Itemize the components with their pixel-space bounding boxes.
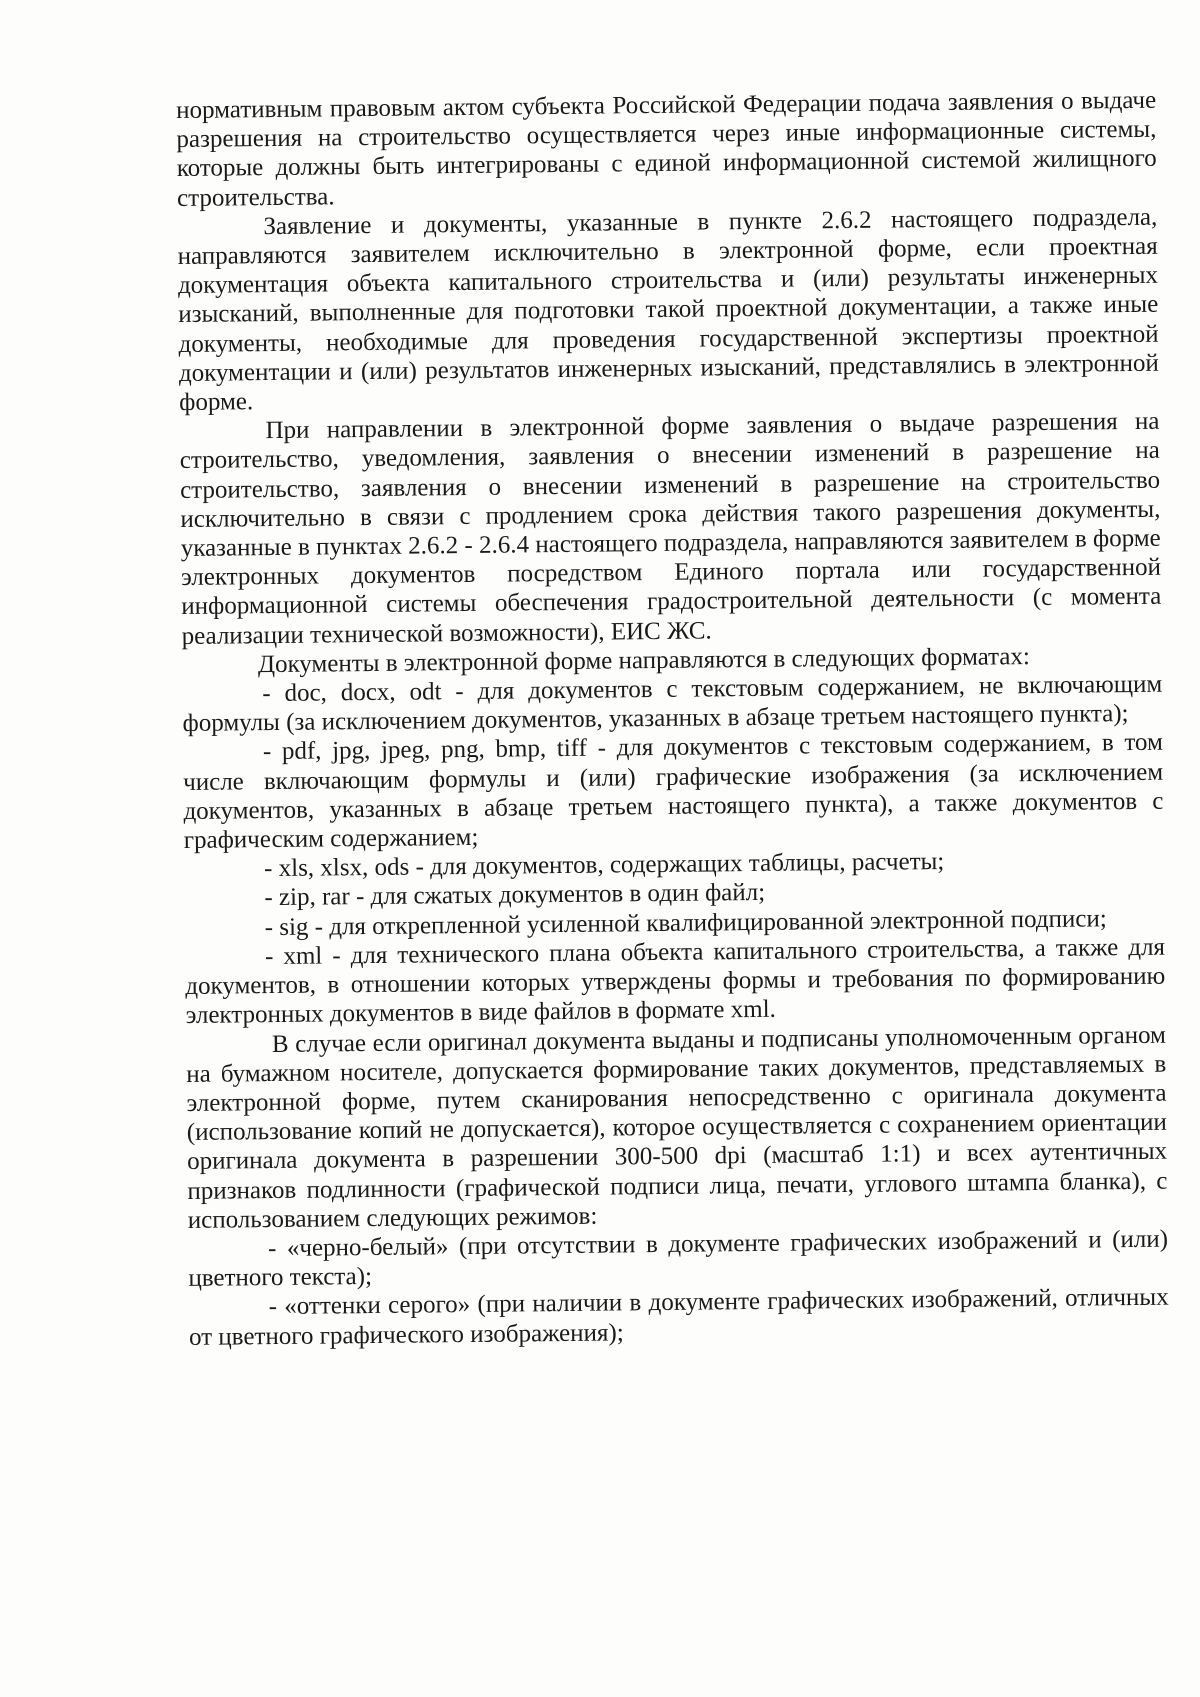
list-item-format-doc: - doc, docx, odt - для документов с текстовым содержанием, не включающим формулы (за исключением документов, указанных в абзаце третьем настоящего пункта); [182,670,1163,738]
list-item-mode-gray: - «оттенки серого» (при наличии в документе графических изображений, отличных от цветного графического изображения); [188,1284,1169,1351]
list-item-format-xls: - xls, xlsx, ods - для документов, содержащих таблицы, расчеты; [263,848,945,883]
list-item-format-pdf: - pdf, jpg, jpeg, png, bmp, tiff - для документов с текстовым содержанием, в том числе включающим формулы и (или) графические изображения (за исключением документов, указанных в абзаце третьем настоящего пункта), а также документов с графическим содержанием; [183,729,1164,855]
list-item-format-sig: - sig - для открепленной усиленной квалифицированной электронной подписи; [264,904,1107,941]
list-item-format-zip: - zip, rar - для сжатых документов в один файл; [264,879,766,912]
list-item-format-xml: - xml - для технического плана объекта капитального строительства, а также для документов, в отношении которых утверждены формы и требования по формированию электронных документов в виде файлов в формате xml. [185,933,1166,1030]
paragraph-continued: нормативным правовым актом субъекта Российской Федерации подача заявления о выдаче разрешения на строительство осуществляется через иные информационные системы, которые должны быть интегрированы с единой информационной системой жилищного строительства. [176,86,1157,212]
paragraph-scanning: В случае если оригинал документа выданы и подписаны уполномоченным органом на бумажном носителе, допускается формирование таких документов, представляемых в электронной форме, путем сканирования непосредственно с оригинала документа (использование копий не допускается), которое осуществляется с сохранением ориентации оригинала документа в разрешении 300-500 dpi (масштаб 1:1) и всех аутентичных признаков подлинности (графической подписи лица, печати, углового штампа бланка), с использованием следующих режимов: [186,1021,1168,1234]
paragraph-electronic-direction: При направлении в электронной форме заявления о выдаче разрешения на строительство, уведомления, заявления о внесении изменений в разрешение на строительство, заявления о внесении изменений в разрешение на строительство исключительно в связи с продлением срока действия такого разрешения документы, указанные в пунктах 2.6.2 - 2.6.4 настоящего подраздела, направляются заявителем в форме электронных документов посредством Единого портала или государственной информационной системы обеспечения градостроительной деятельности (с момента реализации технической возможности), ЕИС ЖС. [179,407,1162,650]
list-item-mode-bw: - «черно-белый» (при отсутствии в документе графических изображений и (или) цветного текста); [188,1225,1169,1293]
document-body [176,86,1169,1352]
paragraph-formats-intro: Документы в электронной форме направляются в следующих форматах: [257,642,1031,679]
paragraph-electronic-only: Заявление и документы, указанные в пункте 2.6.2 настоящего подраздела, направляются заявителем исключительно в электронной форме, если проектная документация объекта капитального строительства и (или) результаты инженерных изысканий, выполненные для подготовки такой проектной документации, а также иные документы, необходимые для проведения государственной экспертизы проектной документации и (или) результатов инженерных изысканий, представлялись в электронной форме. [177,203,1159,417]
